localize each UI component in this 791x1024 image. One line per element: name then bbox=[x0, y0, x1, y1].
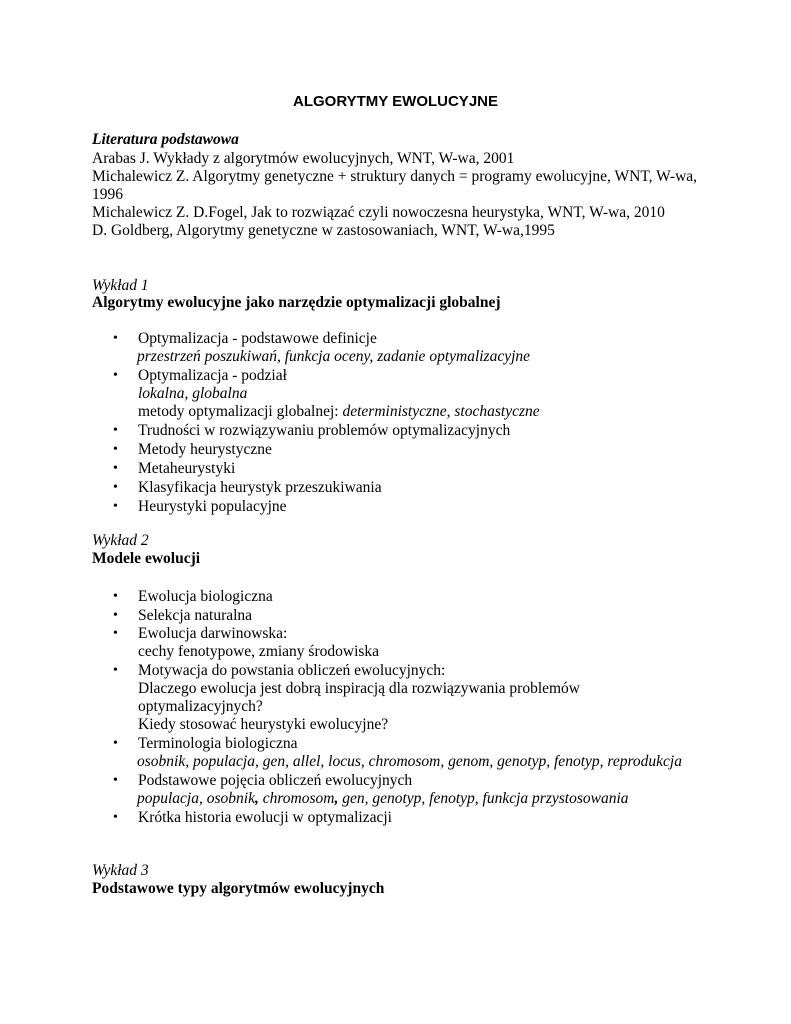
list-item: Ewolucja biologiczna bbox=[138, 588, 273, 605]
literature-ref: Michalewicz Z. Algorytmy genetyczne + struktury danych = programy ewolucyjne, WNT, W-wa, bbox=[92, 168, 698, 185]
separator: , bbox=[334, 790, 339, 807]
list-item: Selekcja naturalna bbox=[138, 607, 253, 624]
lecture-1-title: Algorytmy ewolucyjne jako narzędzie optymalizacji globalnej bbox=[92, 294, 501, 311]
list-item: Metaheurystyki bbox=[138, 460, 236, 477]
list-item: Optymalizacja - podział bbox=[138, 367, 287, 384]
bullet-icon: • bbox=[113, 480, 118, 495]
term: gen, genotyp, fenotyp, funkcja przystosowania bbox=[338, 790, 629, 807]
literature-heading: Literatura podstawowa bbox=[92, 131, 239, 148]
bullet-icon: • bbox=[113, 608, 118, 623]
list-item-detail bbox=[138, 402, 540, 421]
literature-ref: Michalewicz Z. D.Fogel, Jak to rozwiązać czyli nowoczesna heurystyka, WNT, W-wa, 2010 bbox=[92, 204, 665, 221]
literature-ref: 1996 bbox=[92, 186, 123, 203]
bullet-icon: • bbox=[113, 810, 118, 825]
bullet-icon: • bbox=[113, 368, 118, 383]
list-item: Terminologia biologiczna bbox=[138, 735, 298, 752]
literature-ref: D. Goldberg, Algorytmy genetyczne w zastosowaniach, WNT, W-wa,1995 bbox=[92, 222, 555, 239]
bullet-icon: • bbox=[113, 331, 118, 346]
bullet-icon: • bbox=[113, 736, 118, 751]
term: osobnik bbox=[206, 790, 255, 807]
bullet-icon: • bbox=[113, 773, 118, 788]
list-item: Metody heurystyczne bbox=[138, 441, 272, 458]
list-item-detail: Dlaczego ewolucja jest dobrą inspiracją dla rozwiązywania problemów bbox=[138, 680, 580, 697]
list-item: Klasyfikacja heurystyk przeszukiwania bbox=[138, 479, 382, 496]
bullet-icon: • bbox=[113, 442, 118, 457]
list-item-detail: Kiedy stosować heurystyki ewolucyjne? bbox=[138, 716, 389, 733]
list-item: Optymalizacja - podstawowe definicje bbox=[138, 330, 377, 347]
list-item: Heurystyki populacyjne bbox=[138, 498, 287, 515]
list-item: Trudności w rozwiązywaniu problemów optymalizacyjnych bbox=[138, 422, 511, 439]
list-item-detail: przestrzeń poszukiwań, funkcja oceny, zadanie optymalizacyjne bbox=[137, 348, 531, 365]
list-item: Motywacja do powstania obliczeń ewolucyjnych: bbox=[138, 662, 446, 679]
term: chromosom bbox=[258, 790, 335, 807]
literature-ref: Arabas J. Wykłady z algorytmów ewolucyjnych, WNT, W-wa, 2001 bbox=[92, 150, 515, 167]
detail-italic: deterministyczne, stochastyczne bbox=[342, 403, 540, 420]
separator: , bbox=[254, 790, 259, 807]
lecture-1-label: Wykład 1 bbox=[92, 277, 149, 294]
list-item-detail: lokalna, globalna bbox=[138, 385, 248, 402]
bullet-icon: • bbox=[113, 663, 118, 678]
lecture-2-title: Modele ewolucji bbox=[92, 550, 201, 567]
list-item-detail bbox=[137, 789, 629, 808]
bullet-icon: • bbox=[113, 626, 118, 641]
lecture-3-label: Wykład 3 bbox=[92, 862, 149, 879]
list-item-detail: cechy fenotypowe, zmiany środowiska bbox=[138, 643, 380, 660]
bullet-icon: • bbox=[113, 499, 118, 514]
separator: , bbox=[199, 790, 207, 807]
list-item: Ewolucja darwinowska: bbox=[138, 625, 288, 642]
list-item-detail: osobnik, populacja, gen, allel, locus, chromosom, genom, genotyp, fenotyp, reprodukcja bbox=[137, 753, 682, 770]
document-title: ALGORYTMY EWOLUCYJNE bbox=[292, 93, 498, 110]
list-item-detail: optymalizacyjnych? bbox=[138, 698, 263, 715]
bullet-icon: • bbox=[113, 461, 118, 476]
detail-prefix: metody optymalizacji globalnej: bbox=[138, 403, 343, 420]
bullet-icon: • bbox=[113, 423, 118, 438]
list-item: Krótka historia ewolucji w optymalizacji bbox=[138, 809, 392, 826]
term: populacja bbox=[137, 790, 199, 807]
lecture-3-title: Podstawowe typy algorytmów ewolucyjnych bbox=[92, 880, 385, 897]
list-item: Podstawowe pojęcia obliczeń ewolucyjnych bbox=[138, 772, 413, 789]
lecture-2-label: Wykład 2 bbox=[92, 532, 149, 549]
bullet-icon: • bbox=[113, 589, 118, 604]
